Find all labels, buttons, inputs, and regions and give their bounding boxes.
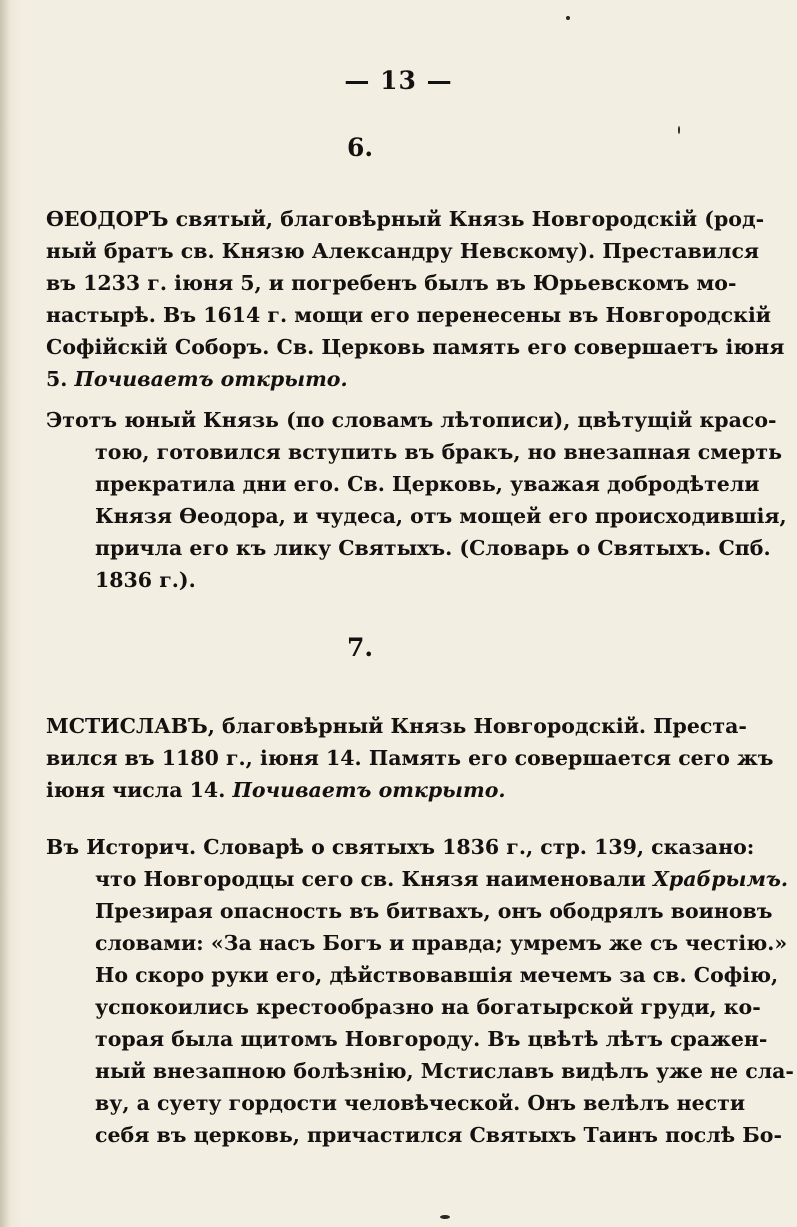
entry-note (46, 831, 794, 1151)
text-line: Но скоро руки его, дѣйствовавшія мечемъ за св. Софію, (95, 963, 779, 987)
text-line: Софійскій Соборъ. Св. Церковь память его совершаетъ іюня (46, 335, 785, 359)
text-fragment: 5. (46, 367, 75, 391)
text-line: въ 1233 г. іюня 5, и погребенъ былъ въ Юрьевскомъ мо- (46, 271, 737, 295)
text-line: Этотъ юный Князь (по словамъ лѣтописи), цвѣтущій красо- (46, 408, 777, 432)
text-line (46, 774, 678, 806)
text-line: МСТИСЛАВЪ, благовѣрный Князь Новгородскій. Преста- (46, 714, 747, 738)
text-line: прекратила дни его. Св. Церковь, уважая добродѣтели (95, 472, 760, 496)
text-line (95, 863, 789, 895)
italic-phrase: Почиваетъ открыто. (232, 778, 506, 802)
paper-speck (566, 16, 570, 20)
text-line: ѲЕОДОРЪ святый, благовѣрный Князь Новгородскій (род- (46, 207, 765, 231)
italic-word: Храбрымъ. (652, 867, 789, 891)
entry-main-text (46, 710, 774, 806)
text-line: 1836 г.). (95, 568, 196, 592)
entry-main-text (46, 203, 785, 395)
text-line: тою, готовился вступить въ бракъ, но внезапная смерть (95, 440, 782, 464)
text-line: настырѣ. Въ 1614 г. мощи его перенесены въ Новгородскій (46, 303, 771, 327)
text-line: причла его къ лику Святыхъ. (Словарь о Святыхъ. Спб. (95, 536, 771, 560)
text-line: Презирая опасность въ битвахъ, онъ ободрялъ воиновъ (95, 899, 773, 923)
entry-number: 7. (346, 633, 374, 662)
text-fragment: что Новгородцы сего св. Князя наименовали (95, 867, 646, 891)
entry-note (46, 404, 787, 596)
text-line: ный братъ св. Князю Александру Невскому). Преставился (46, 239, 760, 263)
text-line: ный внезапною болѣзнію, Мстиславъ видѣлъ уже не сла- (95, 1059, 794, 1083)
text-line: успокоились крестообразно на богатырской груди, ко- (95, 995, 761, 1019)
text-line: вился въ 1180 г., іюня 14. Память его совершается сего жъ (46, 746, 774, 770)
italic-phrase: Почиваетъ открыто. (74, 367, 348, 391)
text-line: Князя Ѳеодора, и чудеса, отъ мощей его происходившія, (95, 504, 787, 528)
text-line: словами: «За насъ Богъ и правда; умремъ же съ честію.» (95, 931, 788, 955)
text-line: торая была щитомъ Новгороду. Въ цвѣтѣ лѣтъ сражен- (95, 1027, 768, 1051)
text-fragment: іюня числа 14. (46, 778, 233, 802)
text-line: Въ Историч. Словарѣ о святыхъ 1836 г., стр. 139, сказано: (46, 835, 755, 859)
paper-speck (440, 1215, 450, 1219)
paper-speck (678, 126, 680, 134)
page-number: — 13 — (344, 66, 453, 95)
entry-number: 6. (346, 133, 374, 162)
text-line: себя въ церковь, причастился Святыхъ Таинъ послѣ Бо- (95, 1123, 782, 1147)
text-line: ву, а суету гордости человѣческой. Онъ велѣлъ нести (95, 1091, 746, 1115)
text-line (46, 363, 678, 395)
